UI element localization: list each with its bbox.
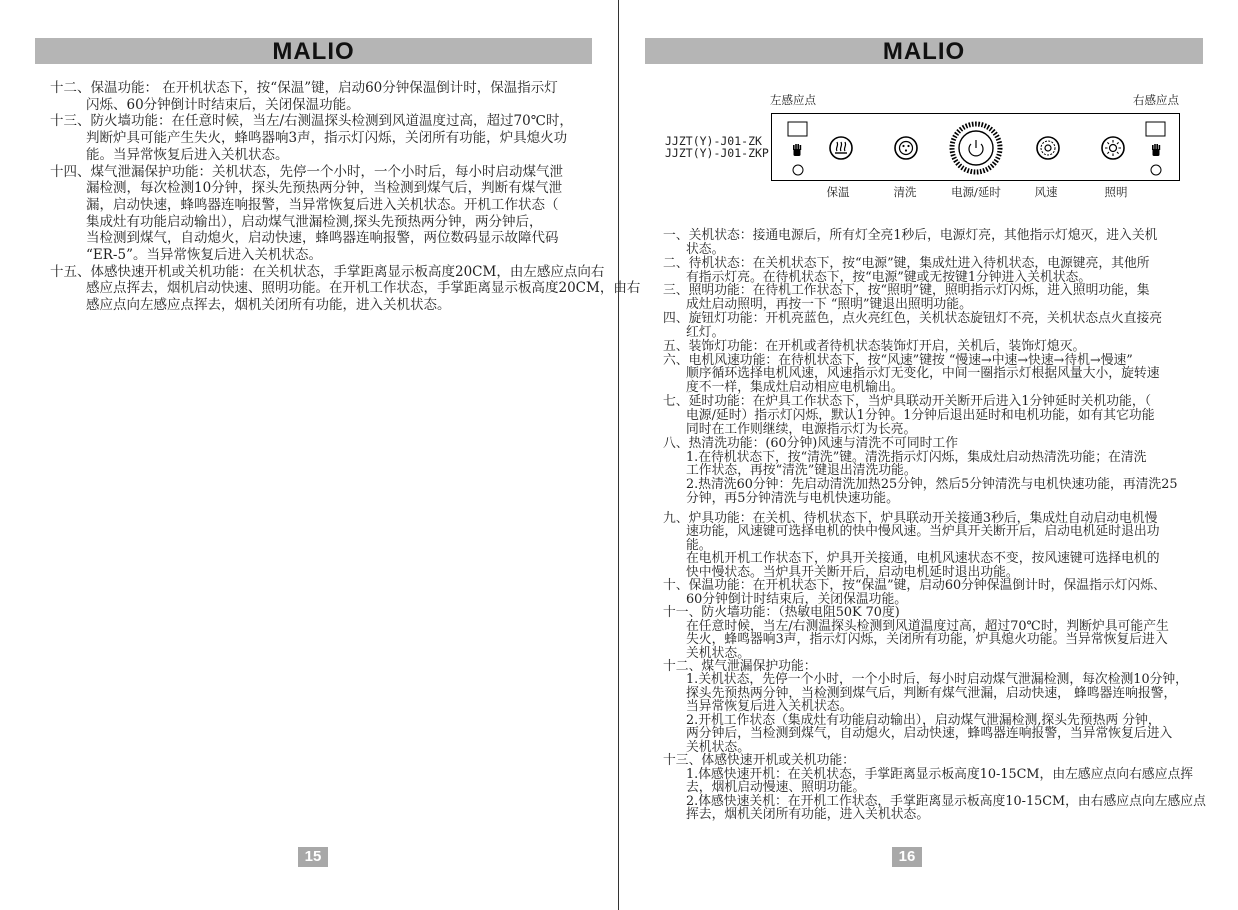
text-line: 电源/延时）指示灯闪烁，默认1分钟。1分钟后退出延时和电机功能，如有其它功能 (686, 407, 1155, 423)
text-line: 九、炉具功能：在关机、待机状态下，炉具联动开关接通3秒后，集成灶自动启动电机慢 (663, 511, 1158, 526)
text-line: 工作状态，再按“清洗”键退出清洗功能。 (686, 463, 917, 479)
power-delay-label: 电源/延时 (951, 185, 1001, 199)
text-line: 能。当异常恢复后进入关机状态。 (86, 146, 289, 163)
clean-label: 清洗 (893, 185, 917, 199)
text-line: 闪烁、60分钟倒计时结束后，关闭保温功能。 (86, 96, 360, 113)
text-line: 有指示灯亮。在待机状态下，按“电源”键或无按键1分钟进入关机状态。 (686, 269, 1092, 285)
text-line: 八、热清洗功能：(60分钟)风速与清洗不可同时工作 (663, 435, 959, 451)
page-number: 16 (892, 847, 922, 867)
control-panel-diagram (771, 113, 1180, 181)
right-page-text-upper (663, 229, 1178, 506)
text-line: 三、照明功能：在待机工作状态下，按“照明”键，照明指示灯闪烁，进入照明功能，集 (663, 283, 1150, 299)
page-number: 15 (298, 847, 328, 867)
model-number: JJZT(Y)-J01-ZK (665, 134, 762, 148)
text-line: 十二、煤气泄漏保护功能： (663, 658, 817, 674)
text-line: 1.在待机状态下，按“清洗”键。清洗指示灯闪烁，集成灶启动热清洗功能；在清洗 (686, 449, 1147, 465)
text-line: 感应点挥去，烟机启动快速、照明功能。在开机工作状态，手掌距离显示板高度20CM，由右 (86, 280, 641, 297)
indicator-circle-icon (793, 165, 803, 175)
power-dial-icon (952, 124, 1000, 172)
text-line: 七、延时功能：在炉具工作状态下，当炉具联动开关断开后进入1分钟延时关机功能，（ (663, 394, 1152, 410)
text-line: 十一、防火墙功能：（热敏电阻50K 70度) (663, 605, 900, 621)
text-line: 速功能，风速键可选择电机的快中慢风速。当炉具开关断开后，启动电机延时退出功 (686, 524, 1160, 540)
right-sensor-label: 右感应点 (1133, 93, 1179, 107)
keep-warm-icon (830, 137, 852, 159)
fan-speed-icon (1037, 137, 1059, 159)
text-line: 2.热清洗60分钟：先启动清洗加热25分钟，然后5分钟清洗与电机快速功能，再清洗25 (686, 477, 1178, 493)
text-line: 十四、煤气泄漏保护功能：关机状态，先停一个小时，一个小时后，每小时启动煤气泄 (50, 163, 563, 180)
text-line: 60分钟倒计时结束后，关闭保温功能。 (686, 591, 908, 607)
model-number: JJZT(Y)-J01-ZKP (665, 146, 769, 160)
text-line: 十五、体感快速开机或关机功能：在关机状态，手掌距离显示板高度20CM，由左感应点向右 (50, 263, 605, 280)
text-line: 红灯。 (686, 324, 725, 340)
text-line: 集成灶有功能启动输出），启动煤气泄漏检测,探头先预热两分钟，两分钟后， (86, 213, 543, 230)
light-label: 照明 (1104, 185, 1128, 199)
text-line: 四、旋钮灯功能：开机亮蓝色，点火亮红色，关机状态旋钮灯不亮，关机状态点火直接亮 (663, 311, 1163, 327)
light-icon (1102, 137, 1124, 159)
text-line: 在任意时候，当左/右测温探头检测到风道温度过高，超过70℃时，判断炉具可能产生 (686, 618, 1169, 634)
left-page-text (50, 80, 640, 314)
text-line: 当检测到煤气，自动熄火，启动快速，蜂鸣器连响报警，两位数码显示故障代码 (86, 230, 559, 247)
brand-logo: MALIO (272, 38, 355, 65)
text-line: 十二、保温功能： 在开机状态下，按“保温”键，启动60分钟保温倒计时，保温指示灯 (50, 80, 558, 96)
text-line: 快中慢状态。当炉具开关断开后，启动电机延时退出功能。 (686, 564, 1019, 580)
text-line: 五、装饰灯功能：在开机或者待机状态装饰灯开启，关机后，装饰灯熄灭。 (663, 338, 1086, 354)
brand-logo: MALIO (882, 38, 966, 65)
right-header-bar (645, 38, 1203, 64)
text-line: 感应点向左感应点挥去，烟机关闭所有功能，进入关机状态。 (86, 297, 451, 314)
text-line: 关机状态。 (686, 739, 750, 755)
right-page-text-lower (663, 512, 1206, 821)
text-line: 一、关机状态：接通电源后，所有灯全亮1秒后，电源灯亮，其他指示灯熄灭，进入关机 (663, 228, 1158, 243)
text-line: 状态。 (686, 241, 725, 257)
keep-warm-label: 保温 (826, 185, 850, 199)
text-line: 1.体感快速开机：在关机状态，手掌距离显示板高度10-15CM，由左感应点向右感应点挥 (686, 766, 1194, 782)
text-line: 十、保温功能：在开机状态下，按“保温”键，启动60分钟保温倒计时，保温指示灯闪烁、 (663, 578, 1166, 594)
text-line: 1.关机状态，先停一个小时，一个小时后，每小时启动煤气泄漏检测，每次检测10分钟， (686, 672, 1188, 688)
clean-icon (895, 137, 917, 159)
left-sensor-label: 左感应点 (770, 93, 816, 107)
text-line: 2.体感快速关机：在开机工作状态，手掌距离显示板高度10-15CM，由右感应点向左感应点 (686, 793, 1206, 809)
text-line: 当异常恢复后进入关机状态。 (686, 699, 853, 715)
text-line: 漏，启动快速，蜂鸣器连响报警，当异常恢复后进入关机状态。开机工作状态（ (86, 196, 559, 213)
text-line: 关机状态。 (686, 645, 750, 661)
hand-icon (793, 144, 801, 156)
text-line: 漏检测，每次检测10分钟，探头先预热两分钟，当检测到煤气后，判断有煤气泄 (86, 180, 563, 197)
indicator-circle-icon (1151, 165, 1161, 175)
text-line: 分钟，再5分钟清洗与电机快速功能。 (686, 491, 899, 507)
text-line: 探头先预热两分钟，当检测到煤气后，判断有煤气泄漏，启动快速， 蜂鸣器连响报警， (686, 685, 1177, 701)
text-line: 同时在工作则继续，电源指示灯为长亮。 (686, 421, 917, 437)
text-line: 去，烟机启动慢速、照明功能。 (686, 780, 866, 796)
text-line: 六、电机风速功能：在待机状态下，按“风速”键按 “慢速→中速→快速→待机→慢速” (663, 352, 1133, 368)
left-header-bar (35, 38, 592, 64)
text-line: 挥去，烟机关闭所有功能，进入关机状态。 (686, 806, 930, 822)
text-line: 二、待机状态：在关机状态下，按“电源”键，集成灶进入待机状态，电源键亮，其他所 (663, 255, 1150, 271)
text-line: 十三、防火墙功能：在任意时候，当左/右测温探头检测到风道温度过高，超过70℃时， (50, 113, 573, 130)
text-line: 失火，蜂鸣器响3声，指示灯闪烁，关闭所有功能，炉具熄火功能。当异常恢复后进入 (686, 632, 1168, 648)
text-line: 2.开机工作状态（集成灶有功能启动输出），启动煤气泄漏检测,探头先预热两 分钟， (686, 712, 1161, 728)
fan-speed-label: 风速 (1034, 185, 1058, 199)
text-line: 成灶启动照明，再按一下 “照明”键退出照明功能。 (686, 297, 972, 313)
text-line: 在电机开机工作状态下，炉具开关接通，电机风速状态不变，按风速键可选择电机的 (686, 551, 1160, 567)
text-line: 十三、体感快速开机或关机功能： (663, 753, 855, 769)
text-line: “ER-5”。当异常恢复后进入关机状态。 (86, 247, 322, 264)
text-line: 顺序循环选择电机风速，风速指示灯无变化，中间一圈指示灯根据风量大小，旋转速 (686, 366, 1160, 382)
text-line: 两分钟后，当检测到煤气，自动熄火，启动快速，蜂鸣器连响报警，当异常恢复后进入 (686, 726, 1173, 742)
left-sensor-window-icon (788, 122, 807, 136)
hand-icon (1152, 144, 1160, 156)
text-line: 能。 (686, 537, 712, 553)
right-sensor-window-icon (1146, 122, 1165, 136)
text-line: 度不一样，集成灶启动相应电机输出。 (686, 380, 904, 396)
text-line: 判断炉具可能产生失火，蜂鸣器响3声，指示灯闪烁，关闭所有功能，炉具熄火功 (86, 130, 568, 147)
